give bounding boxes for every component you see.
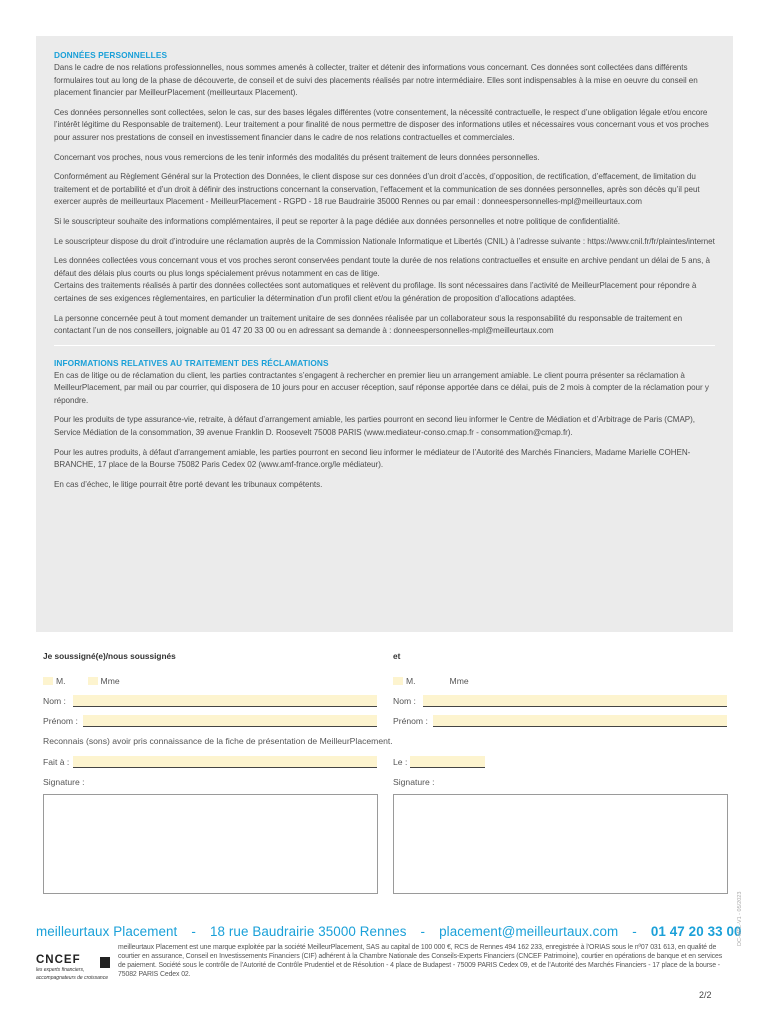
contact-email[interactable]: placement@meilleurtaux.com [439,924,619,939]
fait-field: Fait à : [43,756,377,768]
paragraph: Certains des traitements réalisés à partir des données collectées sont automatiques et relèvent du profilage. Ils sont nécessaires dans l’activité de MeilleurPlacement pour répondre à certaines de ses exigences règlementaires, en particulier la détermination d’un profil client et/ou la génération de proposition d’allocations adaptées. [54,281,697,303]
paragraph: Les données collectées vous concernant vous et vos proches seront conservées pendant toute la durée de nos relations contractuelles et ensuite en archive pendant un délai de 5 ans, à défaut des délais plus courts ou plus longs spécialement prévus notamment en cas de litige. [54,256,710,278]
cncef-logo [36,954,116,988]
prenom-input[interactable] [83,715,377,727]
left-nom-field: Nom : [43,695,377,707]
paragraph: Pour les produits de type assurance-vie, retraite, à défaut d’arrangement amiable, les parties pourront en second lieu informer le Centre de Médiation et d’Arbitrage de Paris (CMAP), Service Médiation de la consommation, 39 avenue Franklin D. Roosevelt 75008 PARIS (www.mediateur-conso.cmap.fr - consommation@cmap.fr). [54,415,695,438]
logo-tagline-1: les experts financiers, [36,967,85,973]
paragraph: Conformément au Règlement Général sur la Protection des Données, le client dispose sur ces données d’un droit d’accès, d’opposition, de rectification, d’effacement, de limitation du traitement et de portabilité et d’un droit à définir des instructions concernant la conservation, l’effacement et la communication de ses données personnelles, après son décès qu’il peut exercer auprès de meilleurtaux Placement - MeilleurPlacement - RGPD - 18 rue Baudrairie 35000 Rennes ou par email : donneespersonnelles-mpl@meilleurtaux.com [54,172,700,207]
right-signatory [393,650,727,663]
prenom-input[interactable] [433,715,727,727]
document-reference: DC-MPL-V1 - 05/2023 [737,891,743,946]
page-number: 2/2 [699,990,712,1000]
brand-name: meilleurtaux Placement [36,924,178,939]
info-panel [36,36,733,632]
paragraph: En cas d’échec, le litige pourrait être porté devant les tribunaux compétents. [54,479,323,489]
section-divider [54,345,715,346]
paragraph: Si le souscripteur souhaite des informations complémentaires, il peut se reporter à la page dédiée aux données personnelles et notre politique de confidentialité. [54,216,621,226]
acknowledgement: Reconnais (sons) avoir pris connaissance de la fiche de présentation de MeilleurPlacement. [43,736,393,746]
left-heading: Je soussigné(e)/nous soussignés [43,651,176,661]
claims-title: INFORMATIONS RELATIVES AU TRAITEMENT DES RÉCLAMATIONS [54,357,329,368]
label-mme: Mme [449,676,469,686]
right-signature-box[interactable] [393,794,728,894]
checkbox-mme[interactable] [88,677,98,685]
left-signature-label: Signature : [43,777,85,787]
le-field: Le : [393,756,513,768]
paragraph: Dans le cadre de nos relations professionnelles, nous sommes amenés à collecter, traiter et détenir des informations vous concernant. Ces données sont collectées dans différents formulaires tout au long de la phase de découverte, de conseil et de suivi des placements réalisés par notre intermédiaire. Elles sont indispensables à la mise en oeuvre du conseil en placement financier par MeilleurPlacement (meilleurtaux Placement). [54,63,698,98]
footer [0,924,770,1024]
right-nom-field: Nom : [393,695,727,707]
address: 18 rue Baudrairie 35000 Rennes [209,924,407,939]
nom-input[interactable] [423,695,727,707]
left-signatory [43,650,377,663]
nom-input[interactable] [73,695,377,707]
paragraph: Ces données personnelles sont collectées, selon le cas, sur des bases légales différentes (votre consentement, la nécessité contractuelle, le respect d’une obligation légale et/ou encore l’intérêt légitime du Responsable de traitement). Leur traitement a pour finalité de nous permettre de disposer des informations utiles et nécessaires vous concernant vous et vos proches pour assurer nos prestations de conseil en investissement financier dans le cadre de nos relations contractuelles et commerciales. [54,107,709,142]
paragraph: Le souscripteur dispose du droit d’introduire une réclamation auprès de la Commission Nationale Informatique et Libertés (CNIL) à l’adresse suivante : https://www.cnil.fr/fr/plaintes/internet [54,236,715,246]
logo-tagline-2: accompagnateurs de croissance [36,974,108,981]
checkbox-m[interactable] [43,677,53,685]
label-m: M. [406,676,416,686]
left-prenom-field: Prénom : [43,715,377,727]
le-input[interactable] [410,756,485,768]
checkbox-m[interactable] [393,677,403,685]
fait-input[interactable] [73,756,377,768]
right-civility [393,676,469,686]
paragraph: En cas de litige ou de réclamation du client, les parties contractantes s’engagent à rechercher en premier lieu un arrangement amiable. Le client pourra présenter sa réclamation à MeilleurPlacement, par mail ou par courrier, qui disposera de 10 jours pour en accuser réception, sauf réponse apportée dans ce délai, puis de 2 mois à compter de la réclamation pour y répondre. [54,370,709,405]
paragraph: La personne concernée peut à tout moment demander un traitement unitaire de ses données réalisée par un collaborateur sous la responsabilité du responsable de traitement en contactant l’un de nos conseillers, joignable au 01 47 20 33 00 ou en adressant sa demande à : donneespersonnelles-mpl@meilleurtaux.com [54,313,683,336]
contact-line: meilleurtaux Placement - 18 rue Baudrairie 35000 Rennes - placement@meilleurtaux.com - 01 47 20 33 00 [36,924,742,939]
flag-icon [100,957,110,968]
contact-phone[interactable]: 01 47 20 33 00 [650,924,742,939]
right-signature-label: Signature : [393,777,435,787]
left-signature-box[interactable] [43,794,378,894]
right-prenom-field: Prénom : [393,715,727,727]
label-mme: Mme [100,676,120,686]
right-heading: et [393,651,401,661]
personal-data-title: DONNÉES PERSONNELLES [54,50,168,60]
label-m: M. [56,676,66,686]
logo-name: CNCEF [36,954,81,966]
legal-notice: meilleurtaux Placement est une marque exploitée par la société MeilleurPlacement, SAS au capital de 100 000 €, RCS de Rennes 494 162 233, enregistrée à l’ORIAS sous le nº07 031 613, en qualité de courtier en assurance, Conseil en Investissements Financiers (CIF) adhérent à la Chambre Nationale des Conseils-Experts Financiers (CNCEF Patrimoine), courtier en opérations de banque et en services de paiement. Société sous le contrôle de l’Autorité de Contrôle Prudentiel et de Résolution - 4 place de Budapest - 75009 PARIS Cedex 09, et de l’Autorité des Marchés Financiers - 17 place de la bourse - 75082 PARIS Cedex 02. [118,944,723,979]
paragraph: Pour les autres produits, à défaut d’arrangement amiable, les parties pourront en second lieu informer le médiateur de l’Autorité des Marchés Financiers, Madame Marielle COHEN-BRANCHE, 17 place de la Bourse 75082 Paris Cedex 02 (www.amf-france.org/le médiateur). [54,447,691,470]
left-civility [43,676,120,686]
paragraph: Concernant vos proches, nous vous remercions de les tenir informés des modalités du présent traitement de leurs données personnelles. [54,152,540,162]
